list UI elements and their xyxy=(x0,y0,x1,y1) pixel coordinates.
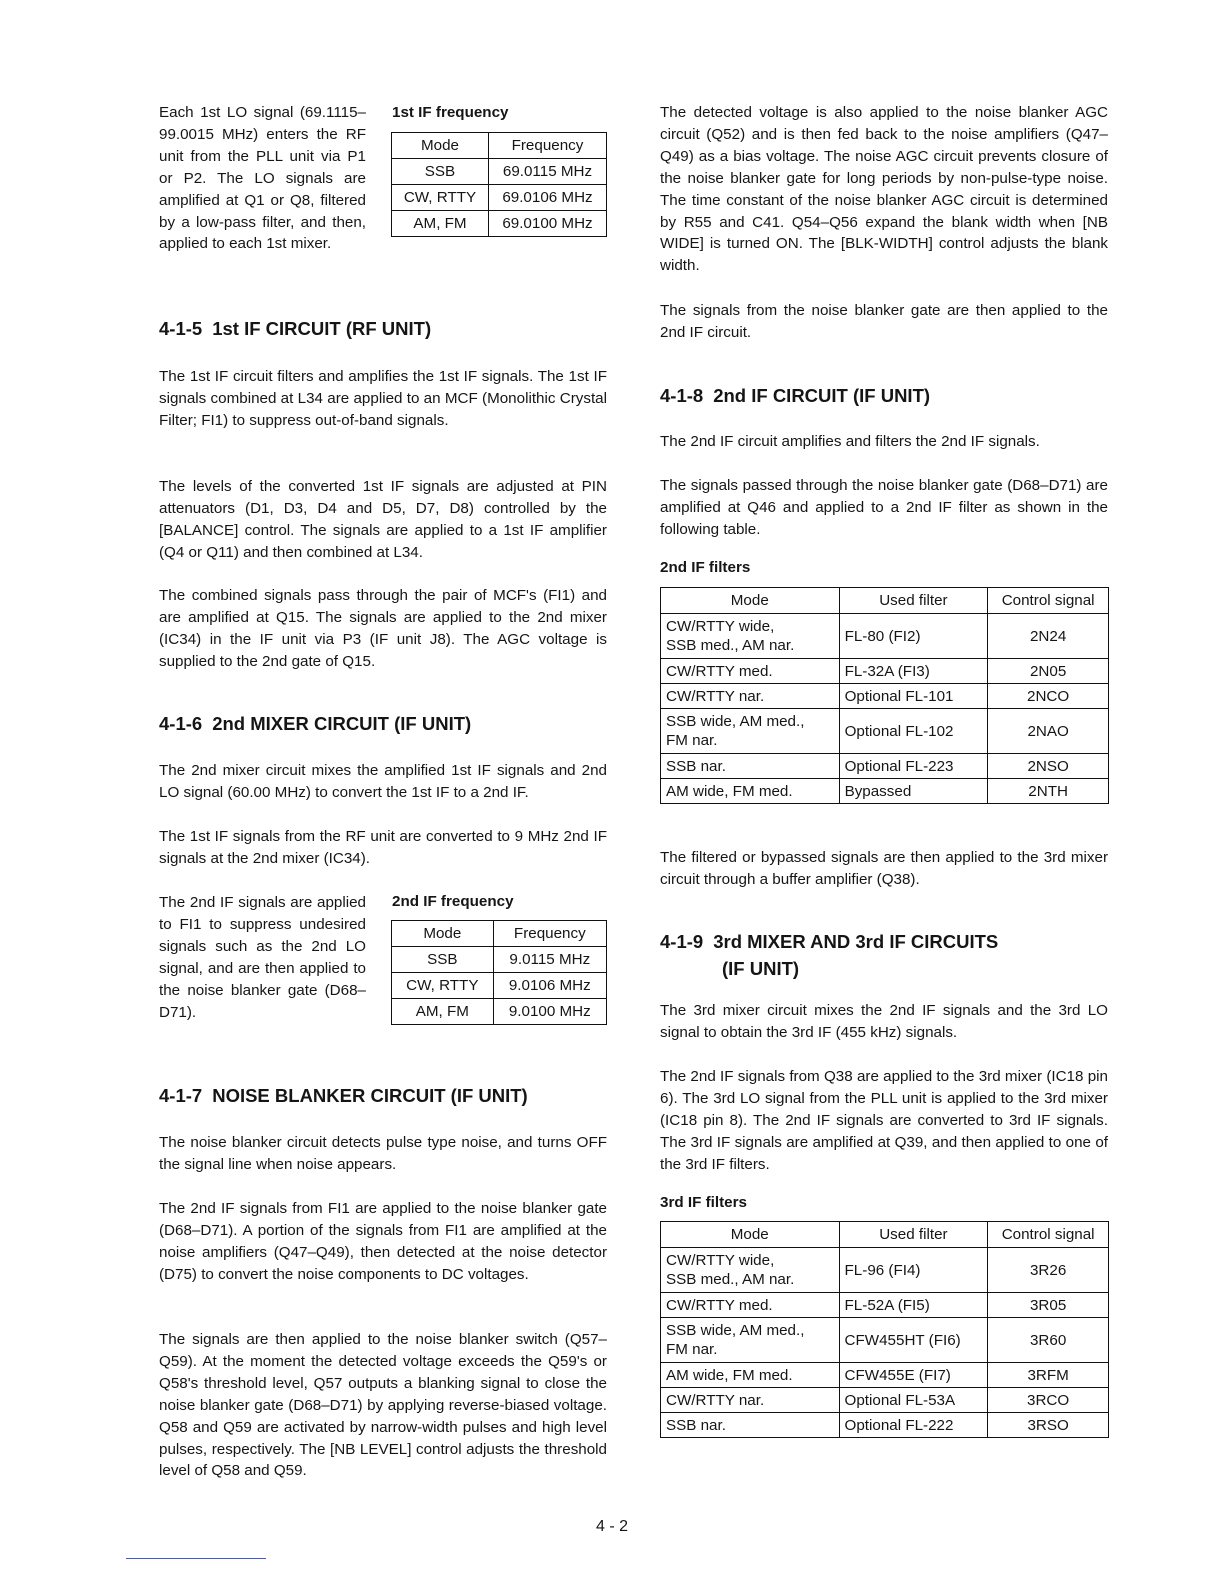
mode-line: SSB wide, AM med., xyxy=(666,1322,805,1339)
table-cell: Optional FL-101 xyxy=(839,684,988,709)
table-header: Mode xyxy=(661,588,840,614)
mode-line: FM nar. xyxy=(666,732,718,749)
table-header: Mode xyxy=(392,921,494,947)
section-title-line2: (IF UNIT) xyxy=(722,958,800,979)
table-cell: FL-32A (FI3) xyxy=(839,659,988,684)
table-cell: SSB xyxy=(392,159,489,185)
table-cell: Optional FL-53A xyxy=(839,1388,988,1413)
table-row xyxy=(392,211,607,237)
second-if-filters-table xyxy=(660,587,1109,804)
paragraph: The 1st IF circuit filters and amplifies the 1st IF signals. The 1st IF signals combined at L34 are applied to an MCF (Monolithic Crystal Filter; FI1) to suppress out-of-band signals. xyxy=(159,368,607,429)
third-if-filters-table xyxy=(660,1221,1109,1438)
table-row xyxy=(661,684,1109,709)
paragraph: The 1st IF signals from the RF unit are converted to 9 MHz 2nd IF signals at the 2nd mixer (IC34). xyxy=(159,828,607,867)
table-cell: CW, RTTY xyxy=(392,973,494,999)
section-heading-4-1-6 xyxy=(159,711,471,737)
table-cell xyxy=(661,1248,840,1293)
table-cell: CFW455HT (FI6) xyxy=(839,1318,988,1363)
bottom-divider xyxy=(126,1558,266,1559)
mode-line: CW/RTTY wide, xyxy=(666,618,775,635)
section-title: NOISE BLANKER CIRCUIT (IF UNIT) xyxy=(212,1085,528,1106)
first-if-table-title: 1st IF frequency xyxy=(392,104,509,121)
table-header: Mode xyxy=(661,1222,840,1248)
paragraph: The 2nd IF signals from Q38 are applied to the 3rd mixer (IC18 pin 6). The 3rd LO signal from the PLL unit is applied to the 3rd mixer (IC18 pin 8). The 2nd IF signals are converted to 3rd IF signals. The 3rd IF signals are amplified at Q39, and then applied to one of the 3rd IF filters. xyxy=(660,1068,1108,1173)
table-cell: CW, RTTY xyxy=(392,185,489,211)
table-header: Control signal xyxy=(988,1222,1109,1248)
table-cell: 3RFM xyxy=(988,1363,1109,1388)
table-row xyxy=(661,1388,1109,1413)
first-if-frequency-table xyxy=(391,132,607,237)
table-row xyxy=(392,947,607,973)
table-row xyxy=(661,1318,1109,1363)
table-cell: SSB xyxy=(392,947,494,973)
table-row xyxy=(661,1293,1109,1318)
table-row xyxy=(661,1248,1109,1293)
table-cell: 2NSO xyxy=(988,754,1109,779)
table-row xyxy=(661,659,1109,684)
second-if-frequency-table xyxy=(391,920,607,1025)
table-cell: 2NCO xyxy=(988,684,1109,709)
table-cell: 9.0100 MHz xyxy=(493,999,606,1025)
table-row xyxy=(661,709,1109,754)
second-if-table-title: 2nd IF frequency xyxy=(392,893,514,910)
mode-line: SSB wide, AM med., xyxy=(666,713,805,730)
table-cell: CW/RTTY nar. xyxy=(661,1388,840,1413)
table-cell: CW/RTTY med. xyxy=(661,659,840,684)
table-cell: FL-80 (FI2) xyxy=(839,614,988,659)
paragraph: The 2nd IF signals are applied to FI1 to suppress undesired signals such as the 2nd LO signal, and are then applied to the noise blanker gate (D68–D71). xyxy=(159,894,366,1021)
paragraph: The detected voltage is also applied to the noise blanker AGC circuit (Q52) and is then fed back to the noise amplifiers (Q47–Q49) as a bias voltage. The noise AGC circuit prevents closure of the noise blanker gate for long periods by non-pulse-type noise. The time constant of the noise blanker AGC circuit is determined by R55 and C41. Q54–Q56 expand the blank width when [NB WIDE] is turned ON. The [BLK-WIDTH] control adjusts the blank width. xyxy=(660,104,1108,275)
table-header: Frequency xyxy=(493,921,606,947)
table-cell: AM, FM xyxy=(392,211,489,237)
table-cell: CW/RTTY nar. xyxy=(661,684,840,709)
table-cell: CW/RTTY med. xyxy=(661,1293,840,1318)
table-cell: Optional FL-222 xyxy=(839,1413,988,1438)
table-header: Control signal xyxy=(988,588,1109,614)
table-cell: Bypassed xyxy=(839,779,988,804)
table-cell: SSB nar. xyxy=(661,754,840,779)
table-header: Used filter xyxy=(839,1222,988,1248)
section-number: 4-1-9 xyxy=(660,931,704,952)
section-title: 3rd MIXER AND 3rd IF CIRCUITS xyxy=(713,931,999,952)
paragraph: The 2nd IF signals from FI1 are applied to the noise blanker gate (D68–D71). A portion of the signals from FI1 are amplified at the noise amplifiers (Q47–Q49), then detected at the noise detector (D75) to convert the noise components to DC voltages. xyxy=(159,1200,607,1283)
table-cell: 3RSO xyxy=(988,1413,1109,1438)
table-header: Used filter xyxy=(839,588,988,614)
mode-line: FM nar. xyxy=(666,1341,718,1358)
table-row xyxy=(661,779,1109,804)
table-cell: 2N05 xyxy=(988,659,1109,684)
table-cell: AM, FM xyxy=(392,999,494,1025)
paragraph: The combined signals pass through the pair of MCF's (FI1) and are amplified at Q15. The signals are applied to the 2nd mixer (IC34) in the IF unit via P3 (IF unit J8). The AGC voltage is supplied to the 2nd gate of Q15. xyxy=(159,587,607,670)
table-cell: 69.0115 MHz xyxy=(488,159,606,185)
table-cell: 3R05 xyxy=(988,1293,1109,1318)
table-cell xyxy=(661,614,840,659)
table-cell: SSB nar. xyxy=(661,1413,840,1438)
table-row xyxy=(661,1363,1109,1388)
section-title: 2nd IF CIRCUIT (IF UNIT) xyxy=(713,385,931,406)
section-heading-4-1-9 xyxy=(660,929,998,955)
paragraph: The signals are then applied to the noise blanker switch (Q57–Q59). At the moment the detected voltage exceeds the Q59's or Q58's threshold level, Q57 outputs a blanking signal to close the noise blanker gate (D68–D71) by applying reverse-biased voltage. Q58 and Q59 are activated by narrow-width pulses and high level pulses, respectively. The [NB LEVEL] control adjusts the threshold level of Q58 and Q59. xyxy=(159,1331,607,1480)
table-cell: 69.0106 MHz xyxy=(488,185,606,211)
table-row xyxy=(392,185,607,211)
paragraph: The 2nd mixer circuit mixes the amplified 1st IF signals and 2nd LO signal (60.00 MHz) to convert the 1st IF to a 2nd IF. xyxy=(159,762,607,801)
table-cell: 9.0115 MHz xyxy=(493,947,606,973)
table-cell xyxy=(661,1318,840,1363)
section-title: 2nd MIXER CIRCUIT (IF UNIT) xyxy=(212,713,472,734)
table-cell: CFW455E (FI7) xyxy=(839,1363,988,1388)
section-title: 1st IF CIRCUIT (RF UNIT) xyxy=(212,318,432,339)
table-cell: Optional FL-102 xyxy=(839,709,988,754)
table-row xyxy=(392,973,607,999)
table-row xyxy=(661,614,1109,659)
table-cell: 3R26 xyxy=(988,1248,1109,1293)
paragraph: The levels of the converted 1st IF signals are adjusted at PIN attenuators (D1, D3, D4 and D5, D7, D8) controlled by the [BALANCE] control. The signals are applied to a 1st IF amplifier (Q4 or Q11) and then combined at L34. xyxy=(159,478,607,561)
table-cell: FL-52A (FI5) xyxy=(839,1293,988,1318)
table-cell: AM wide, FM med. xyxy=(661,1363,840,1388)
table-row xyxy=(661,1413,1109,1438)
filters-2nd-table-title: 2nd IF filters xyxy=(660,559,751,576)
paragraph: The filtered or bypassed signals are then applied to the 3rd mixer circuit through a buffer amplifier (Q38). xyxy=(660,849,1108,888)
mode-line: SSB med., AM nar. xyxy=(666,1271,795,1288)
table-cell: 2NAO xyxy=(988,709,1109,754)
table-cell: 2NTH xyxy=(988,779,1109,804)
section-heading-4-1-7 xyxy=(159,1083,528,1109)
page-number: 4 - 2 xyxy=(595,1518,628,1535)
table-row xyxy=(392,999,607,1025)
section-number: 4-1-6 xyxy=(159,713,203,734)
table-cell: 3RCO xyxy=(988,1388,1109,1413)
intro-paragraph: Each 1st LO signal (69.1115–99.0015 MHz) enters the RF unit from the PLL unit via P1 or P2. The LO signals are amplified at Q1 or Q8, filtered by a low-pass filter, and then, applied to each 1st mixer. xyxy=(159,104,366,253)
mode-line: SSB med., AM nar. xyxy=(666,637,795,654)
section-number: 4-1-7 xyxy=(159,1085,203,1106)
table-header: Frequency xyxy=(488,133,606,159)
table-cell: AM wide, FM med. xyxy=(661,779,840,804)
paragraph: The noise blanker circuit detects pulse type noise, and turns OFF the signal line when noise appears. xyxy=(159,1134,607,1173)
table-cell: 3R60 xyxy=(988,1318,1109,1363)
paragraph: The signals from the noise blanker gate are then applied to the 2nd IF circuit. xyxy=(660,302,1108,341)
table-cell: FL-96 (FI4) xyxy=(839,1248,988,1293)
paragraph: The signals passed through the noise blanker gate (D68–D71) are amplified at Q46 and applied to a 2nd IF filter as shown in the following table. xyxy=(660,477,1108,538)
table-cell xyxy=(661,709,840,754)
section-number: 4-1-5 xyxy=(159,318,203,339)
table-cell: Optional FL-223 xyxy=(839,754,988,779)
filters-3rd-table-title: 3rd IF filters xyxy=(660,1194,747,1211)
paragraph: The 2nd IF circuit amplifies and filters the 2nd IF signals. xyxy=(660,433,1040,450)
table-cell: 2N24 xyxy=(988,614,1109,659)
table-row xyxy=(392,159,607,185)
section-number: 4-1-8 xyxy=(660,385,704,406)
mode-line: CW/RTTY wide, xyxy=(666,1252,775,1269)
table-row xyxy=(661,754,1109,779)
section-heading-4-1-5 xyxy=(159,316,431,342)
section-heading-4-1-8 xyxy=(660,383,930,409)
table-cell: 9.0106 MHz xyxy=(493,973,606,999)
paragraph: The 3rd mixer circuit mixes the 2nd IF signals and the 3rd LO signal to obtain the 3rd IF (455 kHz) signals. xyxy=(660,1002,1108,1041)
table-header: Mode xyxy=(392,133,489,159)
table-cell: 69.0100 MHz xyxy=(488,211,606,237)
